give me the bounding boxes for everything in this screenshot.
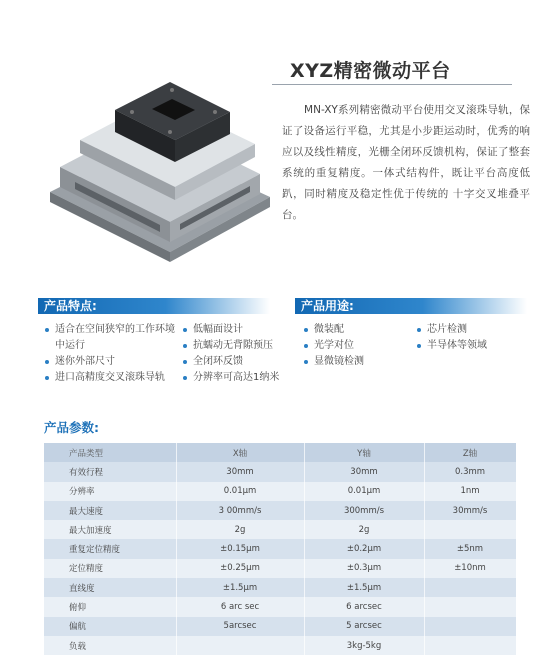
bullet-dot-icon [417,344,421,348]
feature-item: 分辨率可高达1纳米 [182,370,282,386]
y-value: ±1.5μm [304,578,424,597]
z-value [424,597,516,616]
bullet-dot-icon [304,328,308,332]
features-list-left [44,322,180,386]
feature-item: 适合在空间狭窄的工作环境 中运行 [44,322,180,354]
param-name: 定位精度 [44,559,176,578]
y-value: 2g [304,520,424,539]
z-value [424,636,516,655]
bullet-dot-icon [304,360,308,364]
y-value: 0.01μm [304,482,424,501]
features-list-right [182,322,282,386]
bullet-dot-icon [417,328,421,332]
application-item: 光学对位 [303,338,413,354]
feature-item: 低幅面设计 [182,322,282,338]
column-divider [304,443,305,655]
z-value: 30mm/s [424,501,516,520]
z-value [424,617,516,636]
bullet-dot-icon [183,376,187,380]
feature-item: 迷你外部尺寸 [44,354,180,370]
x-value: 6 arc sec [176,597,304,616]
application-item: 微装配 [303,322,413,338]
table-row [44,636,516,655]
x-value: 2g [176,520,304,539]
table-row [44,578,516,597]
y-value: 5 arcsec [304,617,424,636]
bullet-dot-icon [183,328,187,332]
param-name: 偏航 [44,617,176,636]
y-value: ±0.3μm [304,559,424,578]
table-row [44,559,516,578]
x-value: ±0.25μm [176,559,304,578]
z-value: 0.3mm [424,462,516,481]
table-row [44,539,516,558]
z-value: ±10nm [424,559,516,578]
application-item: 芯片检测 [416,322,526,338]
bullet-dot-icon [45,328,49,332]
z-value: ±5nm [424,539,516,558]
z-value: 1nm [424,482,516,501]
x-value: 5arcsec [176,617,304,636]
y-value: 3kg-5kg [304,636,424,655]
applications-list-left [303,322,413,370]
y-value: ±0.2μm [304,539,424,558]
bullet-dot-icon [45,376,49,380]
params-table [44,443,516,655]
y-value: 6 arcsec [304,597,424,616]
bullet-dot-icon [183,360,187,364]
param-name: 重复定位精度 [44,539,176,558]
param-name: 直线度 [44,578,176,597]
y-value: 30mm [304,462,424,481]
page-title: XYZ精密微动平台 [290,60,451,82]
applications-list-right [416,322,526,354]
feature-item: 进口高精度交叉滚珠导轨 [44,370,180,386]
table-row [44,597,516,616]
z-value [424,578,516,597]
product-image [20,62,280,262]
header-cell: 产品类型 [44,443,176,462]
column-divider [176,443,177,655]
header-cell: X轴 [176,443,304,462]
x-value [176,636,304,655]
table-row [44,520,516,539]
params-title: 产品参数: [44,420,99,435]
param-name: 有效行程 [44,462,176,481]
feature-item: 抗蠕动无背隙预压 [182,338,282,354]
x-value: ±1.5μm [176,578,304,597]
column-divider [424,443,425,655]
param-name: 负载 [44,636,176,655]
application-item: 半导体等领域 [416,338,526,354]
table-row [44,501,516,520]
applications-header: 产品用途: [295,298,527,314]
header-cell: Z轴 [424,443,516,462]
table-row [44,482,516,501]
bullet-dot-icon [45,360,49,364]
feature-item: 全闭环反馈 [182,354,282,370]
params-header-row [44,443,516,462]
table-row [44,462,516,481]
product-description: MN-XY系列精密微动平台使用交叉滚珠导轨，保证了设备运行平稳，尤其是小步距运动时，优秀的响应以及线性精度，光栅全闭环反馈机构，保证了整套系统的重复精度。一体式结构件，既让平台高度低趴，同时精度及稳定性优于传统的 十字交叉堆叠平台。 [282,104,530,221]
param-name: 俯仰 [44,597,176,616]
header-cell: Y轴 [304,443,424,462]
param-name: 最大速度 [44,501,176,520]
bullet-dot-icon [183,344,187,348]
table-row [44,617,516,636]
z-value [424,520,516,539]
x-value: 3 00mm/s [176,501,304,520]
application-item: 显微镜检测 [303,354,413,370]
param-name: 最大加速度 [44,520,176,539]
features-header: 产品特点: [38,298,270,314]
param-name: 分辨率 [44,482,176,501]
x-value: 0.01μm [176,482,304,501]
x-value: ±0.15μm [176,539,304,558]
y-value: 300mm/s [304,501,424,520]
bullet-dot-icon [304,344,308,348]
x-value: 30mm [176,462,304,481]
title-divider [272,84,512,85]
